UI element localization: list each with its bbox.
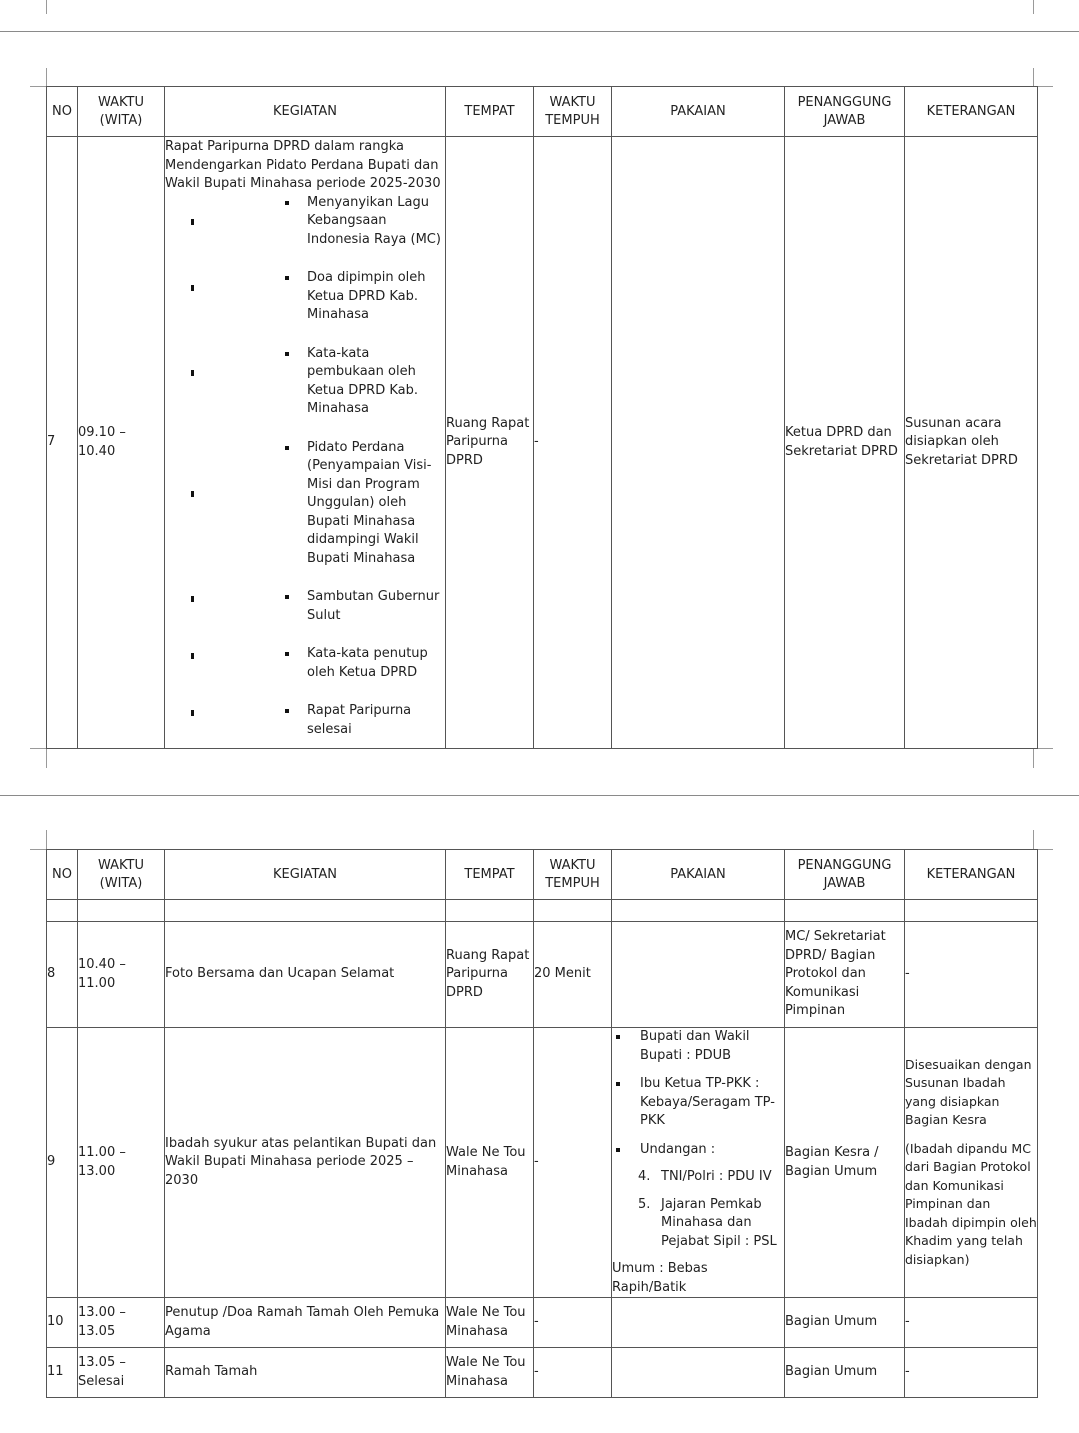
list-item: Undangan : [612,1141,784,1160]
cell-empty [534,900,612,922]
cell-pakaian [612,137,785,749]
col-header-pakaian: PAKAIAN [612,87,785,137]
table-row [47,137,1038,749]
table-row [47,1028,1038,1298]
list-item: Kata-kata penutup oleh Ketua DPRD [165,645,445,682]
list-item: Ibu Ketua TP-PKK : Kebaya/Seragam TP- PKK [612,1075,784,1131]
list-item: Sambutan Gubernur Sulut [165,588,445,625]
cell-kegiatan: Foto Bersama dan Ucapan Selamat [165,922,446,1028]
col-header-tempuh: WAKTU TEMPUH [534,87,612,137]
margin-mark [30,748,46,749]
margin-mark [1037,748,1053,749]
cell-keterangan: - [905,1348,1038,1398]
col-header-pj: PENANGGUNG JAWAB [785,87,905,137]
col-header-waktu: WAKTU (WITA) [78,87,165,137]
cell-tempuh: - [534,1348,612,1398]
cell-no: 11 [47,1348,78,1398]
col-header-pakaian: PAKAIAN [612,850,785,900]
list-item: Rapat Paripurna selesai [165,702,445,739]
cell-pakaian [612,1348,785,1398]
cell-empty [612,900,785,922]
list-item: Kata-kata pembukaan oleh Ketua DPRD Kab. Minahasa [165,345,445,419]
cell-waktu: 11.00 – 13.00 [78,1028,165,1298]
col-header-no: NO [47,87,78,137]
kegiatan-intro: Rapat Paripurna DPRD dalam rangka Mendengarkan Pidato Perdana Bupati dan Wakil Bupati Minahasa periode 2025-2030 [165,139,441,191]
margin-mark [1033,0,1034,14]
col-header-waktu: WAKTU (WITA) [78,850,165,900]
cell-empty [78,900,165,922]
margin-mark [46,748,47,768]
schedule-table-page-1 [46,86,1038,749]
col-header-keterangan: KETERANGAN [905,87,1038,137]
cell-tempuh: 20 Menit [534,922,612,1028]
list-item: Menyanyikan Lagu Kebangsaan Indonesia Raya (MC) [165,194,445,250]
cell-empty [785,900,905,922]
col-header-pj: PENANGGUNG JAWAB [785,850,905,900]
schedule-table-page-2 [46,849,1038,1398]
cell-tempat: Wale Ne Tou Minahasa [446,1028,534,1298]
cell-keterangan: - [905,1298,1038,1348]
cell-no: 8 [47,922,78,1028]
list-item: 4. TNI/Polri : PDU IV [638,1169,772,1184]
cell-waktu: 13.00 – 13.05 [78,1298,165,1348]
cell-empty [165,900,446,922]
col-header-tempat: TEMPAT [446,87,534,137]
cell-keterangan: Susunan acara disiapkan oleh Sekretariat DPRD [905,137,1038,749]
cell-tempat: Ruang Rapat Paripurna DPRD [446,922,534,1028]
list-item: Doa dipimpin oleh Ketua DPRD Kab. Minahasa [165,269,445,325]
cell-empty [47,900,78,922]
table-row [47,1298,1038,1348]
cell-pj: MC/ Sekretariat DPRD/ Bagian Protokol dan Komunikasi Pimpinan [785,922,905,1028]
cell-pj: Bagian Umum [785,1298,905,1348]
cell-tempat: Wale Ne Tou Minahasa [446,1348,534,1398]
cell-no: 9 [47,1028,78,1298]
cell-pakaian [612,922,785,1028]
margin-mark [1037,86,1053,87]
cell-tempat: Ruang Rapat Paripurna DPRD [446,137,534,749]
cell-kegiatan: Ramah Tamah [165,1348,446,1398]
cell-waktu: 09.10 – 10.40 [78,137,165,749]
col-header-keterangan: KETERANGAN [905,850,1038,900]
cell-kegiatan: Ibadah syukur atas pelantikan Bupati dan Wakil Bupati Minahasa periode 2025 – 2030 [165,1028,446,1298]
col-header-no: NO [47,850,78,900]
col-header-kegiatan: KEGIATAN [165,87,446,137]
margin-mark [1033,68,1034,86]
page-break [0,31,1079,32]
col-header-tempat: TEMPAT [446,850,534,900]
cell-pj: Bagian Umum [785,1348,905,1398]
list-item: 5. Jajaran Pemkab Minahasa dan Pejabat Sipil : PSL [638,1196,777,1249]
cell-kegiatan: Penutup /Doa Ramah Tamah Oleh Pemuka Agama [165,1298,446,1348]
margin-mark [1033,748,1034,768]
cell-tempuh: - [534,1028,612,1298]
cell-empty [446,900,534,922]
table-row [47,922,1038,1028]
cell-pakaian [612,1298,785,1348]
header-row [47,850,1038,900]
list-item: Pidato Perdana (Penyampaian Visi- Misi dan Program Unggulan) oleh Bupati Minahasa didampingi Wakil Bupati Minahasa [165,439,445,569]
margin-mark [1033,830,1034,849]
margin-mark [30,849,46,850]
umum-text: Umum : Bebas Rapih/Batik [612,1261,708,1295]
page-break [0,795,1079,796]
cell-tempuh: - [534,137,612,749]
cell-keterangan: - [905,922,1038,1028]
margin-mark [46,0,47,14]
header-row [47,87,1038,137]
list-item: Bupati dan Wakil Bupati : PDUB [612,1028,784,1065]
cell-waktu: 13.05 – Selesai [78,1348,165,1398]
cell-tempuh: - [534,1298,612,1348]
cell-pakaian [612,1028,785,1298]
col-header-tempuh: WAKTU TEMPUH [534,850,612,900]
margin-mark [1037,849,1053,850]
margin-mark [46,830,47,849]
cell-waktu: 10.40 – 11.00 [78,922,165,1028]
cell-tempat: Wale Ne Tou Minahasa [446,1298,534,1348]
cell-pj: Bagian Kesra / Bagian Umum [785,1028,905,1298]
cell-pj: Ketua DPRD dan Sekretariat DPRD [785,137,905,749]
cell-kegiatan [165,137,446,749]
cell-keterangan: Disesuaikan dengan Susunan Ibadah yang disiapkan Bagian Kesra (Ibadah dipandu MC dari Bagian Protokol dan Komunikasi Pimpinan dan Ibadah dipimpin oleh Khadim yang telah disiapkan) [905,1028,1038,1298]
table-row-empty [47,900,1038,922]
col-header-kegiatan: KEGIATAN [165,850,446,900]
cell-no: 10 [47,1298,78,1348]
margin-mark [46,68,47,86]
table-row [47,1348,1038,1398]
margin-mark [30,86,46,87]
cell-no: 7 [47,137,78,749]
cell-empty [905,900,1038,922]
